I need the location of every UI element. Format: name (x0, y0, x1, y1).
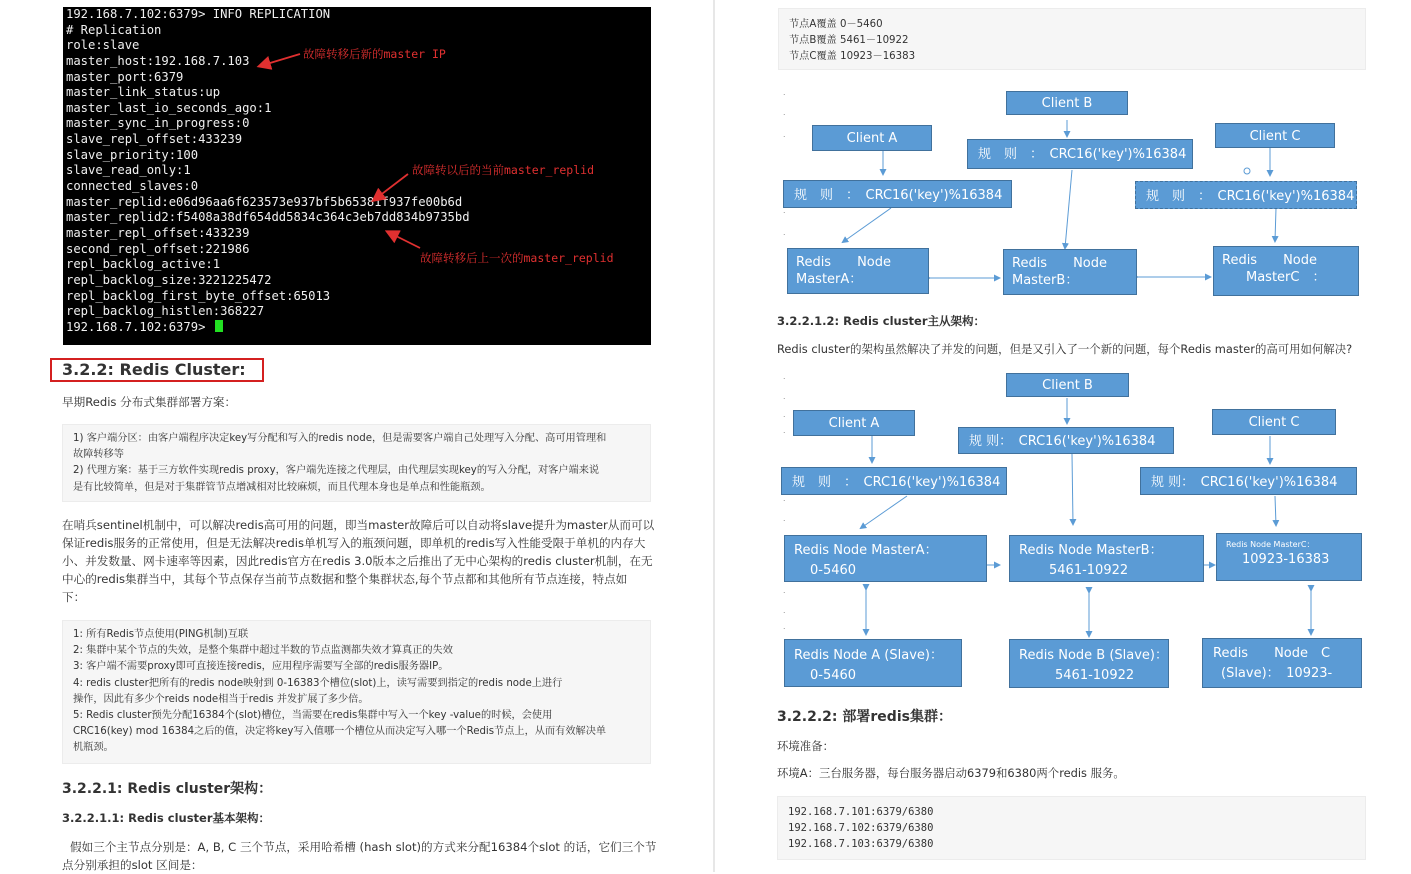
rule-a-box-2: 规 则 ： CRC16('key')%16384 (781, 467, 1007, 495)
basic-architecture-paragraph (62, 838, 662, 874)
terminal-line: role:slave (66, 38, 140, 53)
para-line: 中心的redis集群当中，其每个节点保存当前节点数据和整个集群状态,每个节点都和其他所有节点连接，特点如 (62, 572, 628, 586)
env-a-description: 环境A：三台服务器，每台服务器启动6379和6380两个redis 服务。 (777, 766, 1125, 780)
basic-architecture-diagram (777, 84, 1367, 300)
code-line: 节点B覆盖 5461－10922 (789, 35, 909, 46)
code-line: 节点C覆盖 10923－16383 (789, 51, 916, 62)
annotation-new-master-ip: 故障转移后新的master IP (303, 47, 446, 61)
client-a-box: Client A (812, 125, 932, 151)
node-label: MasterB： (1012, 273, 1079, 288)
terminal-line: master_sync_in_progress:0 (66, 116, 250, 131)
arrow-replid2 (388, 232, 420, 248)
node-label: Redis Node (796, 255, 892, 270)
master-a-node (787, 248, 929, 294)
terminal-line: master_port:6379 (66, 69, 184, 84)
arrow-master-ip (260, 54, 300, 66)
slave-a-node (784, 639, 962, 687)
code-line: 1) 客户端分区：由客户端程序决定key写分配和写入的redis node，但是需要客户端自己处理写入分配、高可用管理和 (73, 433, 607, 444)
code-line: 192.168.7.103:6379/6380 (788, 838, 934, 850)
cluster-features-code (62, 620, 651, 764)
code-line: 是有比较简单，但是对于集群管节点增减相对比较麻烦，而且代理本身也是单点和性能瓶颈。 (73, 481, 491, 493)
node-label: Redis Node MasterA： (794, 543, 938, 558)
master-c-node-2 (1216, 533, 1362, 581)
node-label: 5461-10922 (1049, 563, 1129, 578)
client-c-box: Client C (1215, 123, 1335, 148)
hosts-code (777, 796, 1366, 860)
terminal-line: master_replid:e06d96aa6f623573e937bf5b65381f937fe00b6d (66, 194, 463, 209)
rule-b-box: 规 则 ： CRC16('key')%16384 (967, 139, 1193, 169)
code-line: 2) 代理方案：基于三方软件实现redis proxy，客户端先连接之代理层，由代理层实现key的写入分配，对客户端来说 (73, 465, 600, 477)
code-line: CRC16(key) mod 16384之后的值，决定将key写入值哪一个槽位从而决定写入哪一个Redis节点上，从而有效解决单 (73, 726, 607, 738)
master-a-node-2 (784, 535, 987, 582)
para-line: 小、并发数量、网卡速率等因素，因此redis官方在redis 3.0版本之后推出了无中心架构的redis cluster机制，在无 (62, 554, 653, 568)
code-line: 节点A覆盖 0－5460 (789, 19, 883, 30)
code-line: 1: 所有Redis节点使用(PING机制)互联 (73, 629, 249, 640)
rule-b-box-2: 规 则： CRC16('key')%16384 (958, 427, 1174, 454)
diagram-tick: ˙ (782, 416, 787, 426)
rule-c-box: 规 则 ： CRC16('key')%16384 (1135, 181, 1357, 209)
terminal-line: slave_repl_offset:433239 (66, 132, 243, 147)
node-label: 10923-16383 (1242, 552, 1330, 567)
terminal-line: repl_backlog_active:1 (66, 257, 221, 272)
node-label: Redis Node (1222, 253, 1318, 268)
heading-deploy-cluster: 3.2.2.2: 部署redis集群： (777, 709, 952, 725)
terminal-line: master_link_status:up (66, 85, 221, 100)
para-line: 假如三个主节点分别是：A, B, C 三个节点，采用哈希槽 (hash slot)的方式来分配16384个slot 的话，它们三个节 (70, 840, 657, 854)
para-line: 点分别承担的slot 区间是： (62, 858, 203, 872)
master-slave-diagram (777, 366, 1367, 696)
slot-ranges-code (778, 8, 1366, 70)
node-label: Redis Node (1012, 256, 1108, 271)
early-deploy-label: 早期Redis 分布式集群部署方案： (62, 395, 237, 409)
diagram-tick: ˙ (782, 114, 787, 124)
master-b-node (1003, 249, 1137, 295)
diagram-tick: ˙ (782, 432, 787, 442)
code-line: 故障转移等 (73, 449, 124, 461)
code-line: 4: redis cluster把所有的redis node映射到 0-16383个槽位(slot)上，读写需要到指定的redis node上进行 (73, 677, 563, 689)
master-c-node (1213, 246, 1359, 296)
diagram-tick: ˙ (782, 628, 787, 638)
early-deploy-code (62, 424, 651, 502)
arrow-replid (374, 174, 408, 200)
annotation-current-replid: 故障转以后的当前master_replid (412, 163, 595, 177)
client-c-box-2: Client C (1212, 409, 1336, 435)
slave-c-node (1202, 638, 1362, 688)
terminal-line: 192.168.7.102:6379> INFO REPLICATION (66, 7, 331, 21)
terminal-line: second_repl_offset:221986 (66, 241, 250, 256)
node-label: 0-5460 (810, 668, 857, 683)
master-b-node-2 (1009, 535, 1204, 582)
diagram-tick: ˙ (782, 234, 787, 244)
heading-master-slave: 3.2.2.1.2: Redis cluster主从架构： (777, 314, 986, 328)
node-label: MasterA： (796, 272, 863, 287)
terminal-line: # Replication (66, 22, 162, 37)
annotation-previous-replid: 故障转移后上一次的master_replid (420, 251, 614, 265)
diagram-tick: ˙ (782, 592, 787, 602)
terminal-line: master_replid2:f5408a38df654dd5834c364c3eb7dd834b9735bd (66, 210, 470, 225)
prompt-text: 192.168.7.102:6379> (66, 319, 213, 334)
client-a-box-2: Client A (793, 410, 915, 436)
heading-basic-architecture: 3.2.2.1.1: Redis cluster基本架构： (62, 811, 271, 825)
diagram-tick: ˙ (782, 398, 787, 408)
terminal-line: repl_backlog_size:3221225472 (66, 272, 272, 287)
node-label: Redis Node MasterB： (1019, 543, 1163, 558)
node-label: MasterC ： (1246, 270, 1326, 285)
node-label: 5461-10922 (1055, 668, 1135, 683)
diagram-tick: ˙ (782, 94, 787, 104)
terminal-line: slave_priority:100 (66, 147, 199, 162)
diagram-tick: ˙ (782, 136, 787, 146)
client-b-box-2: Client B (1006, 373, 1129, 397)
section-heading-redis-cluster: 3.2.2: Redis Cluster: (50, 358, 264, 382)
node-label: Redis Node B (Slave)： (1019, 648, 1168, 663)
node-label: (Slave)： 10923- (1221, 666, 1333, 681)
code-line: 192.168.7.102:6379/6380 (788, 822, 934, 834)
para-line: 下： (62, 590, 86, 604)
rule-c-box-2: 规 则： CRC16('key')%16384 (1140, 467, 1357, 495)
terminal-line: master_last_io_seconds_ago:1 (66, 100, 272, 115)
diagram-tick: ˙ (782, 612, 787, 622)
terminal-line: slave_read_only:1 (66, 163, 191, 178)
diagram-tick: ˙ (782, 378, 787, 388)
client-b-box: Client B (1006, 91, 1128, 115)
terminal-line: repl_backlog_histlen:368227 (66, 304, 265, 319)
slave-b-node (1009, 639, 1169, 688)
terminal-line: repl_backlog_first_byte_offset:65013 (66, 288, 331, 303)
code-line: 2: 集群中某个节点的失效，是整个集群中超过半数的节点监测都失效才算真正的失效 (73, 645, 453, 657)
node-label: Redis Node C (1213, 646, 1331, 661)
terminal-line: connected_slaves:0 (66, 179, 199, 194)
rule-a-box: 规 则 ： CRC16('key')%16384 (783, 180, 1012, 208)
node-label: 0-5460 (810, 563, 857, 578)
code-line: 3: 客户端不需要proxy即可直接连接redis，应用程序需要写全部的redis服务器IP。 (73, 661, 449, 673)
env-prep-label: 环境准备： (777, 739, 834, 753)
code-line: 操作，因此有多少个reids node相当于redis 并发扩展了多少倍。 (73, 693, 369, 705)
code-line: 192.168.7.101:6379/6380 (788, 806, 934, 818)
terminal-line: master_host:192.168.7.103 (66, 53, 250, 68)
terminal-line: master_repl_offset:433239 (66, 225, 250, 240)
code-line: 5: Redis cluster预先分配16384个(slot)槽位，当需要在redis集群中写入一个key -value的时候，会使用 (73, 710, 553, 722)
right-page (715, 0, 1411, 872)
diagram-tick: ˙ (782, 520, 787, 530)
diagram-tick: ˙ (782, 212, 787, 222)
para-line: 在哨兵sentinel机制中，可以解决redis高可用的问题，即当master故障后可以自动将slave提升为master从而可以 (62, 518, 655, 532)
node-label-small: Redis Node MasterC： (1226, 540, 1315, 549)
diagram-tick: ˙ (782, 500, 787, 510)
code-line: 机瓶颈。 (73, 742, 114, 754)
sentinel-paragraph (62, 516, 662, 606)
node-label: Redis Node A (Slave)： (794, 648, 943, 663)
master-slave-paragraph: Redis cluster的架构虽然解决了并发的问题，但是又引入了一个新的问题，每个Redis master的高可用如何解决? (777, 342, 1353, 356)
heading-cluster-architecture: 3.2.2.1: Redis cluster架构： (62, 781, 273, 797)
para-line: 保证redis服务的正常使用，但是无法解决redis单机写入的瓶颈问题，即单机的redis写入性能受限于单机的内存大 (62, 536, 646, 550)
